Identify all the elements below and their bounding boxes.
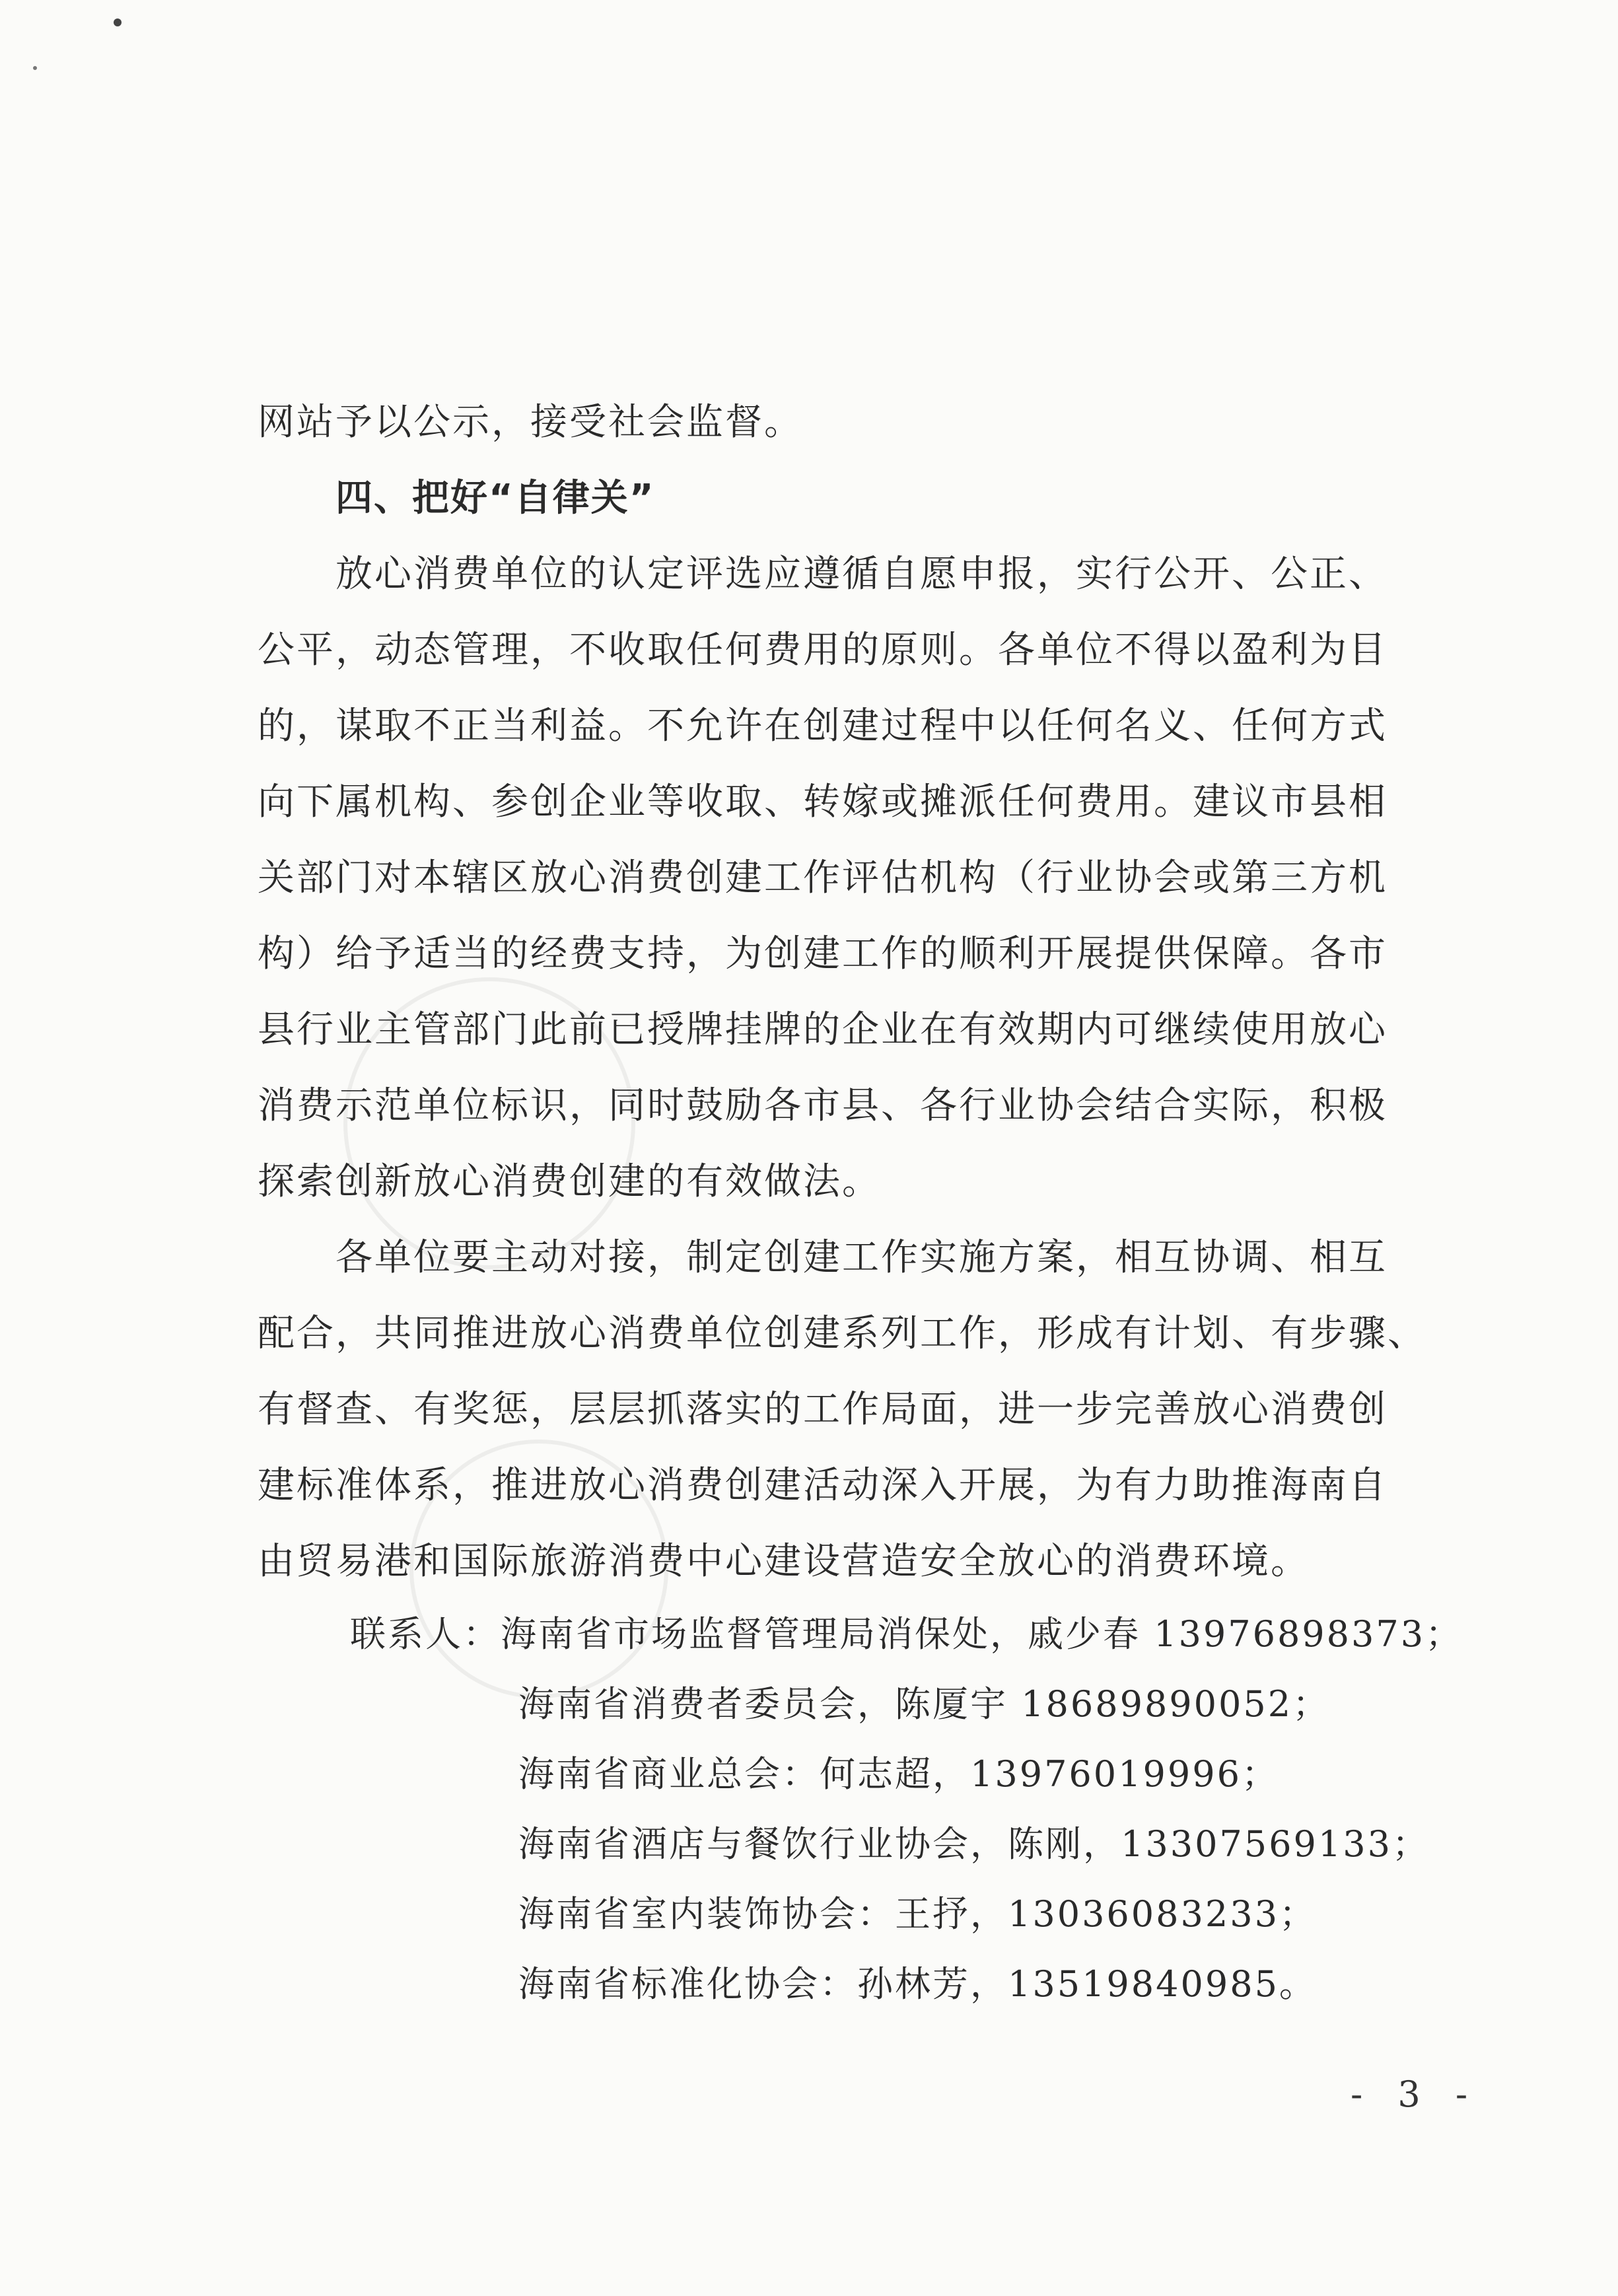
paragraph-1-line: 的，谋取不正当利益。不允许在创建过程中以任何名义、任何方式 [258,705,1388,748]
paragraph-1-line: 放心消费单位的认定评选应遵循自愿申报，实行公开、公正、 [335,553,1388,596]
paragraph-2-line: 配合，共同推进放心消费单位创建系列工作，形成有计划、有步骤、 [258,1312,1426,1355]
paragraph-1-line: 向下属机构、参创企业等收取、转嫁或摊派任何费用。建议市县相 [258,781,1388,823]
page-number: - 3 - [1351,2073,1480,2115]
paragraph-1-line: 公平，动态管理，不收取任何费用的原则。各单位不得以盈利为目 [258,629,1388,672]
contact-line [350,1599,1473,1669]
scan-speck [114,18,122,26]
paragraph-1-line: 探索创新放心消费创建的有效做法。 [258,1160,881,1203]
scan-speck [33,66,37,70]
contact-entry: 海南省标准化协会：孙林芳，13519840985。 [518,1963,1317,2005]
contact-entry: 海南省消费者委员会，陈厦宇 18689890052； [518,1683,1331,1725]
paragraph-2-line: 有督查、有奖惩，层层抓落实的工作局面，进一步完善放心消费创 [258,1388,1388,1431]
paragraph-1-line: 县行业主管部门此前已授牌挂牌的企业在有效期内可继续使用放心 [258,1008,1388,1051]
contact-entry: 海南省酒店与餐饮行业协会，陈刚，13307569133； [518,1823,1430,1865]
contact-entry: 海南省室内装饰协会：王抒，13036083233； [518,1893,1317,1935]
paragraph-1-line: 关部门对本辖区放心消费创建工作评估机构（行业协会或第三方机 [258,856,1388,899]
paragraph-1-line: 消费示范单位标识，同时鼓励各市县、各行业协会结合实际，积极 [258,1084,1388,1127]
section-heading: 四、把好“自律关” [335,477,655,520]
body-text [258,384,1440,1599]
paragraph-1-line: 构）给予适当的经费支持，为创建工作的顺利开展提供保障。各市 [258,932,1388,975]
contact-entry: 海南省商业总会：何志超，13976019996； [518,1753,1279,1795]
contact-list [350,1599,1473,2019]
contact-entry: 海南省市场监督管理局消保处，戚少春 13976898373； [501,1613,1463,1655]
paragraph-2-line: 建标准体系，推进放心消费创建活动深入开展，为有力助推海南自 [258,1464,1388,1507]
paragraph-2-line: 各单位要主动对接，制定创建工作实施方案，相互协调、相互 [335,1236,1388,1279]
contact-label: 联系人： [350,1613,501,1655]
paragraph-continued-line: 网站予以公示，接受社会监督。 [258,401,803,444]
paragraph-2-line: 由贸易港和国际旅游消费中心建设营造安全放心的消费环境。 [258,1540,1310,1583]
